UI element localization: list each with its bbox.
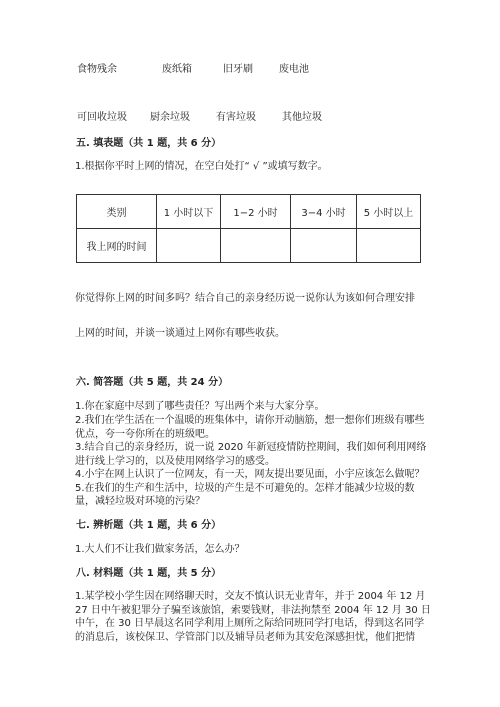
table-header-over-5h: 5 小时以上 — [357, 195, 421, 229]
table-header-1-2h: 1−2 小时 — [221, 195, 291, 229]
table-header-3-4h: 3−4 小时 — [291, 195, 357, 229]
section5-followup-line-1: 你觉得你上网的时间多吗？结合自己的亲身经历说一说你认为该如何合理安排 — [75, 293, 415, 304]
waste-item-battery: 废电池 — [279, 64, 309, 75]
section8-line: 中午，在 30 日早晨这名同学利用上厕所之际给同班同学打电话，得到这名同学 — [75, 618, 425, 629]
section8-line: 的消息后，该校保卫、学管部门以及辅导员老师为其安危深感担忧，他们把情 — [75, 632, 415, 643]
table-row-label: 我上网的时间 — [77, 229, 157, 263]
section5-heading: 五. 填表题（共 1 题，共 6 分） — [76, 138, 222, 149]
section6-line: 5.在我们的生产和生活中，垃圾的产生是不可避免的。怎样才能减少垃圾的数 — [75, 483, 415, 494]
category-other: 其他垃圾 — [282, 112, 322, 123]
section6-line: 3.结合自己的亲身经历，说一说 2020 年新冠疫情防控期间，我们如何利用网络 — [75, 442, 427, 453]
section7-heading: 七. 辨析题（共 1 题，共 6 分） — [76, 520, 222, 531]
table-header-category: 类别 — [77, 195, 157, 229]
category-hazardous: 有害垃圾 — [216, 112, 256, 123]
category-kitchen: 厨余垃圾 — [150, 112, 190, 123]
table-header-under-1h: 1 小时以下 — [157, 195, 221, 229]
table-cell-1-2h[interactable] — [221, 229, 291, 263]
waste-item-toothbrush: 旧牙刷 — [223, 64, 253, 75]
section6-line: 1.你在家庭中尽到了哪些责任？写出两个来与大家分享。 — [75, 401, 325, 412]
section6-line: 4.小宇在网上认识了一位网友，有一天，网友提出要见面，小宇应该怎么做呢？ — [75, 469, 425, 480]
section7-question-1: 1.大人们不让我们做家务活，怎么办？ — [75, 544, 245, 555]
table-cell-under-1h[interactable] — [157, 229, 221, 263]
section6-line: 量，减轻垃圾对环境的污染？ — [75, 496, 205, 507]
table-cell-3-4h[interactable] — [291, 229, 357, 263]
waste-item-cardboard: 废纸箱 — [162, 64, 192, 75]
waste-item-food: 食物残余 — [77, 64, 117, 75]
section6-line: 进行线上学习的，以及使用网络学习的感受。 — [75, 456, 275, 467]
table-cell-over-5h[interactable] — [357, 229, 421, 263]
section5-followup-line-2: 上网的时间，并谈一谈通过上网你有哪些收获。 — [75, 328, 285, 339]
section5-question-1: 1.根据你平时上网的情况，在空白处打“ √ ”或填写数字。 — [75, 161, 328, 172]
table-header-row — [77, 195, 421, 229]
section6-line: 2.我们在学生活在一个温暖的班集体中，请你开动脑筋，想一想你们班级有哪些 — [75, 415, 425, 426]
table-row — [77, 229, 421, 263]
section8-line: 1.某学校小学生因在网络聊天时，交友不慎认识无业青年，并于 2004 年 12 月 — [75, 591, 426, 602]
section6-heading: 六. 简答题（共 5 题，共 24 分） — [76, 377, 229, 388]
internet-time-table — [76, 194, 421, 263]
category-recyclable: 可回收垃圾 — [77, 112, 127, 123]
section8-heading: 八. 材料题（共 1 题，共 5 分） — [76, 568, 222, 579]
section8-line: 27 日中午被犯罪分子骗至该旅馆，索要钱财，非法拘禁至 2004 年 12 月 30 日 — [75, 605, 431, 616]
section6-line: 优点，夸一夸你所在的班级吧。 — [75, 429, 215, 440]
